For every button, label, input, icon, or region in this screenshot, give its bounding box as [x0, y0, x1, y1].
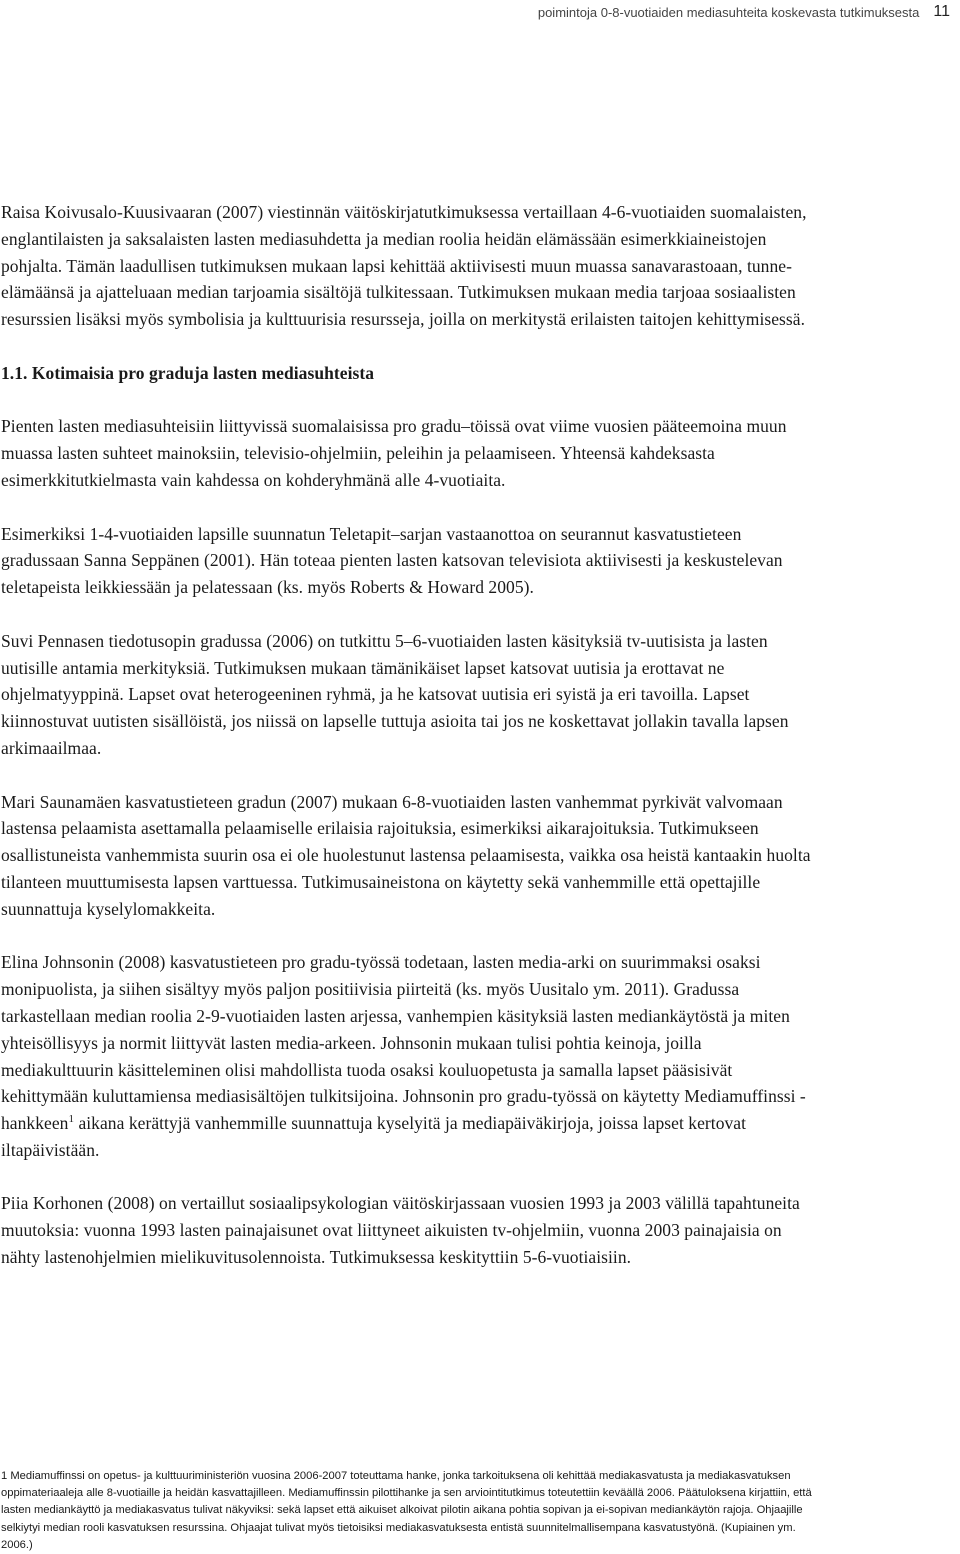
- footnotes: [1, 1468, 815, 1554]
- running-title: poimintoja 0-8-vuotiaiden mediasuhteita koskevasta tutkimuksesta: [537, 4, 920, 20]
- paragraph-2: Esimerkiksi 1-4-vuotiaiden lapsille suunnatun Teletapit–sarjan vastaanottoa on seurannut kasvatustieteen gradussaan Sanna Seppänen (2001). Hän toteaa pienten lasten katsovan televisiota aktiivisesti ja keskustelevan teletapeista leikkiessään ja pelatessaan (ks. myös Roberts & Howard 2005).: [1, 523, 783, 598]
- intro-paragraph: Raisa Koivusalo-Kuusivaaran (2007) viestinnän väitöskirjatutkimuksessa vertaillaan 4-6-vuotiaiden suomalaisten, englantilaisten ja saksalaisten lasten mediasuhdetta ja median roolia heidän elämässään esimerkkiaineistojen pohjalta. Tämän laadullisen tutkimuksen mukaan lapsi kehittää aktiivisesti muun muassa sanavarastoaan, tunne-elämäänsä ja ajatteluaan median tarjoamia sisältöjä tulkitessaan. Tutkimuksen mukaan media tarjoaa sosiaalisten resurssien lisäksi myös symbolisia ja kulttuurisia resursseja, joilla on merkitystä erilaisten taitojen kehittymisessä.: [1, 202, 807, 330]
- running-header: [538, 0, 950, 24]
- footnote-1: 1 Mediamuffinssi on opetus- ja kulttuuriministeriön vuosina 2006-2007 toteuttama hanke, jonka tarkoituksena oli kehittää mediakasvatusta ja mediakasvatuksen oppimateriaaleja alle 8-vuotiaille ja heidän kasvattajilleen. Mediamuffinssin pilottihanke ja sen arviointitutkimus toteutettiin keväällä 2006. Päätuloksena kirjattiin, että lasten mediankäyttö ja mediakasvatus tulivat näkyviksi: sekä lapset että aikuiset alkoivat pilotin aikana pohtia sopivan ja ei-sopivan mediankäytön rajoja. Ohjaajille selkiytyi median rooli kasvatuksen resurssina. Ohjaajat tulivat myös tietoisiksi mediakasvatuksesta entistä suunnitelmallisempana kasvatustyönä. (Kupiainen ym. 2006.): [1, 1470, 812, 1551]
- page-number: 11: [933, 3, 950, 20]
- paragraph-3: Suvi Pennasen tiedotusopin gradussa (2006) on tutkittu 5–6-vuotiaiden lasten käsityksiä tv-uutisista ja lasten uutisille antamia merkityksiä. Tutkimuksen mukaan tämänikäiset lapset katsovat uutisia ja erottavat ne ohjelmatyyppinä. Lapset ovat heterogeeninen ryhmä, ja he katsovat uutisia eri syistä ja eri tavoilla. Lapset kiinnostuvat uutisten sisällöistä, jos niissä on lapselle tuttuja asioita tai jos ne koskettavat jollakin tavalla lapsen arkimaailmaa.: [1, 630, 789, 758]
- paragraph-5: [1, 949, 815, 1163]
- paragraph-4: Mari Saunamäen kasvatustieteen gradun (2007) mukaan 6-8-vuotiaiden lasten vanhemmat pyrkivät valvomaan lastensa pelaamista asettamalla pelaamiselle erilaisia rajoituksia, esimerkiksi aikarajoituksia. Tutkimukseen osallistuneista vanhemmista suurin osa ei ole huolestunut lastensa pelaamisesta, vaikka osa heistä kantaakin huolta tilanteen muuttumisesta lapsen varttuessa. Tutkimusaineistona on käytetty sekä vanhemmille että opettajille suunnattuja kyselylomakkeita.: [1, 791, 811, 919]
- footnote-reference[interactable]: 1: [68, 1113, 75, 1126]
- main-text: [1, 199, 815, 1271]
- section-heading: 1.1. Kotimaisia pro graduja lasten mediasuhteista: [1, 362, 375, 383]
- paragraph-6: Piia Korhonen (2008) on vertaillut sosiaalipsykologian väitöskirjassaan vuosien 1993 ja 2003 välillä tapahtuneita muutoksia: vuonna 1993 lasten painajaisunet ovat liittyneet aikuisten tv-ohjelmiin, vuonna 2003 painajaisia on nähty lastenohjelmien mielikuvitusolennoista. Tutkimuksessa keskityttiin 5-6-vuotiaisiin.: [1, 1193, 800, 1268]
- paragraph-5-text-a: Elina Johnsonin (2008) kasvatustieteen pro gradu-työssä todetaan, lasten media-arki on suurimmaksi osaksi monipuolista, ja siihen sisältyy myös paljon positiivisia piirteitä (ks. myös Uusitalo ym. 2011). Gradussa tarkastellaan median roolia 2-9-vuotiaiden lasten arjessa, vanhempien käsityksiä lasten mediankäytöstä ja miten yhteisöllisyys ja normit liittyvät lasten media-arkeen. Johnsonin mukaan tulisi pohtia keinoja, joilla mediakulttuurin käsitteleminen olisi mahdollista tuoda osaksi kouluopetusta ja samalla lapset pääsisivät kehittymään kuluttamiensa mediasisältöjen tulkitsijoina. Johnsonin pro gradu-työssä on käytetty Mediamuffinssi -hankkeen: [1, 952, 806, 1134]
- paragraph-5-text-b: aikana kerättyjä vanhemmille suunnattuja kyselyitä ja mediapäiväkirjoja, joissa lapset kertovat iltapäivistään.: [1, 1113, 747, 1160]
- paragraph-1: Pienten lasten mediasuhteisiin liittyvissä suomalaisissa pro gradu–töissä ovat viime vuosien pääteemoina muun muassa lasten suhteet mainoksiin, televisio-ohjelmiin, peleihin ja pelaamiseen. Yhteensä kahdeksasta esimerkkitutkielmasta vain kahdessa on kohderyhmänä alle 4-vuotiaita.: [1, 416, 787, 490]
